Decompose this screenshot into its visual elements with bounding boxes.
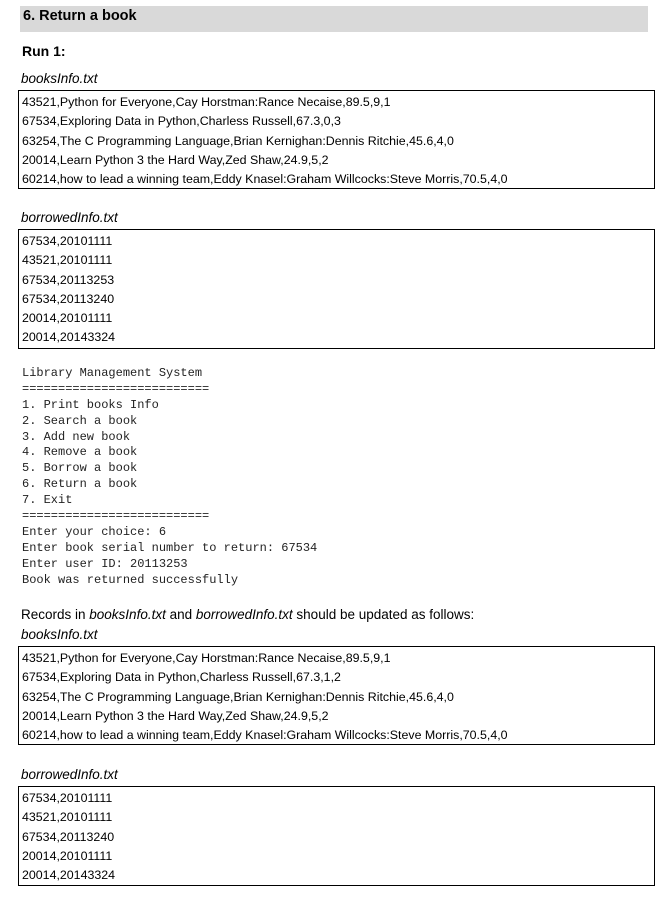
borrowed-record: 67534,20113240 bbox=[22, 291, 115, 306]
borrowed-record: 67534,20113253 bbox=[22, 272, 115, 287]
console-line: 2. Search a book bbox=[22, 413, 138, 428]
borrowed-file-label-before: borrowedInfo.txt bbox=[21, 210, 118, 225]
books-record: 43521,Python for Everyone,Cay Horstman:Rance Necaise,89.5,9,1 bbox=[22, 651, 391, 665]
console-line: 1. Print books Info bbox=[22, 397, 159, 412]
update-note bbox=[21, 607, 474, 622]
borrowed-file-before bbox=[18, 229, 655, 349]
console-line: 6. Return a book bbox=[22, 477, 138, 492]
books-file-label-after: booksInfo.txt bbox=[21, 627, 98, 642]
books-file-label-before: booksInfo.txt bbox=[21, 71, 98, 86]
console-line: ========================== bbox=[22, 509, 210, 524]
books-file-before bbox=[18, 90, 655, 189]
borrowed-record: 67534,20101111 bbox=[22, 234, 113, 248]
books-record: 67534,Exploring Data in Python,Charless Russell,67.3,0,3 bbox=[22, 114, 341, 129]
borrowed-record: 20014,20143324 bbox=[22, 868, 116, 883]
console-line: Book was returned successfully bbox=[22, 572, 239, 587]
books-record: 60214,how to lead a winning team,Eddy Knasel:Graham Willcocks:Steve Morris,70.5,4,0 bbox=[22, 172, 508, 187]
books-record: 67534,Exploring Data in Python,Charless Russell,67.3,1,2 bbox=[22, 670, 341, 685]
console-line: Enter book serial number to return: 67534 bbox=[22, 540, 318, 555]
note-file2: borrowedInfo.txt bbox=[195, 607, 293, 622]
note-mid: and bbox=[165, 607, 196, 622]
console-line: Enter user ID: 20113253 bbox=[22, 556, 188, 571]
books-record: 60214,how to lead a winning team,Eddy Knasel:Graham Willcocks:Steve Morris,70.5,4,0 bbox=[22, 728, 508, 743]
console-line: Library Management System bbox=[22, 366, 203, 380]
borrowed-record: 43521,20101111 bbox=[22, 253, 113, 268]
note-suffix: should be updated as follows: bbox=[292, 607, 475, 622]
books-record: 63254,The C Programming Language,Brian Kernighan:Dennis Ritchie,45.6,4,0 bbox=[22, 133, 454, 148]
borrowed-record: 67534,20113240 bbox=[22, 829, 115, 844]
borrowed-record: 43521,20101111 bbox=[22, 810, 113, 825]
note-prefix: Records in bbox=[21, 607, 90, 622]
console-line: 3. Add new book bbox=[22, 429, 131, 444]
section-title: 6. Return a book bbox=[20, 6, 648, 32]
borrowed-record: 20014,20101111 bbox=[22, 848, 113, 863]
books-file-after bbox=[18, 646, 655, 745]
borrowed-file-label-after: borrowedInfo.txt bbox=[21, 767, 118, 782]
console-line: ========================== bbox=[22, 381, 210, 396]
note-file1: booksInfo.txt bbox=[89, 607, 166, 622]
console-output bbox=[22, 366, 317, 588]
console-line: 5. Borrow a book bbox=[22, 461, 138, 476]
books-record: 43521,Python for Everyone,Cay Horstman:Rance Necaise,89.5,9,1 bbox=[22, 95, 391, 109]
borrowed-record: 20014,20143324 bbox=[22, 330, 116, 345]
books-record: 20014,Learn Python 3 the Hard Way,Zed Shaw,24.9,5,2 bbox=[22, 708, 329, 723]
books-record: 20014,Learn Python 3 the Hard Way,Zed Shaw,24.9,5,2 bbox=[22, 152, 329, 167]
console-line: 7. Exit bbox=[22, 493, 73, 508]
books-record: 63254,The C Programming Language,Brian Kernighan:Dennis Ritchie,45.6,4,0 bbox=[22, 689, 454, 704]
console-line: 4. Remove a book bbox=[22, 445, 138, 460]
console-line: Enter your choice: 6 bbox=[22, 524, 167, 539]
borrowed-record: 20014,20101111 bbox=[22, 311, 113, 326]
borrowed-file-after bbox=[18, 786, 655, 886]
borrowed-record: 67534,20101111 bbox=[22, 791, 113, 805]
run-title: Run 1: bbox=[22, 43, 66, 59]
